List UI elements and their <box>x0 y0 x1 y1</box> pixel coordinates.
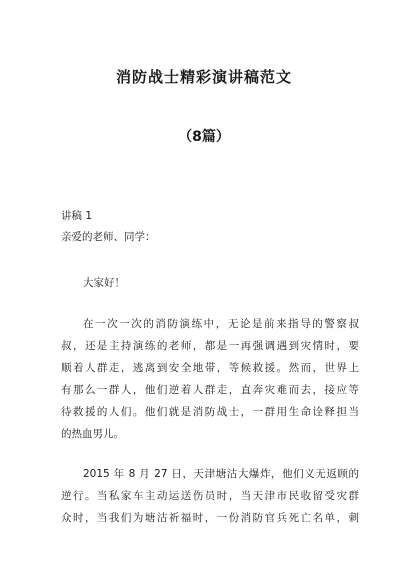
greeting: 大家好！ <box>83 277 125 289</box>
paragraph-line: 众时，当我们为塘沽祈福时，一份消防官兵死亡名单，刺 <box>61 512 359 524</box>
section-label: 讲稿 1 <box>61 210 93 222</box>
paragraph-line: 的热血男儿。 <box>61 428 124 440</box>
paragraph-line: 逆行。当私家车主动运送伤员时，当天津市民收留受灾群 <box>61 490 359 502</box>
document-subtitle: （8篇） <box>178 129 230 145</box>
document-title: 消防战士精彩演讲稿范文 <box>115 68 292 86</box>
paragraph-line: 在一次一次的消防演练中，无论是前来指导的警察叔 <box>83 318 359 330</box>
paragraph-line: 叔，还是主持演练的老师，都是一再强调遇到灾情时，要 <box>61 340 359 352</box>
salutation: 亲爱的老师、同学： <box>61 231 156 243</box>
paragraph-line: 待救援的人们。他们就是消防战士，一群用生命诠释担当 <box>61 406 359 418</box>
paragraph-line: 顺着人群走，逃离到安全地带，等候救援。然而，世界上 <box>61 362 359 374</box>
paragraph-line: 有那么一群人，他们逆着人群走，直奔灾难而去，接应等 <box>61 384 359 396</box>
paragraph-line: 2015 年 8 月 27 日，天津塘沽大爆炸，他们义无返顾的 <box>83 468 359 480</box>
